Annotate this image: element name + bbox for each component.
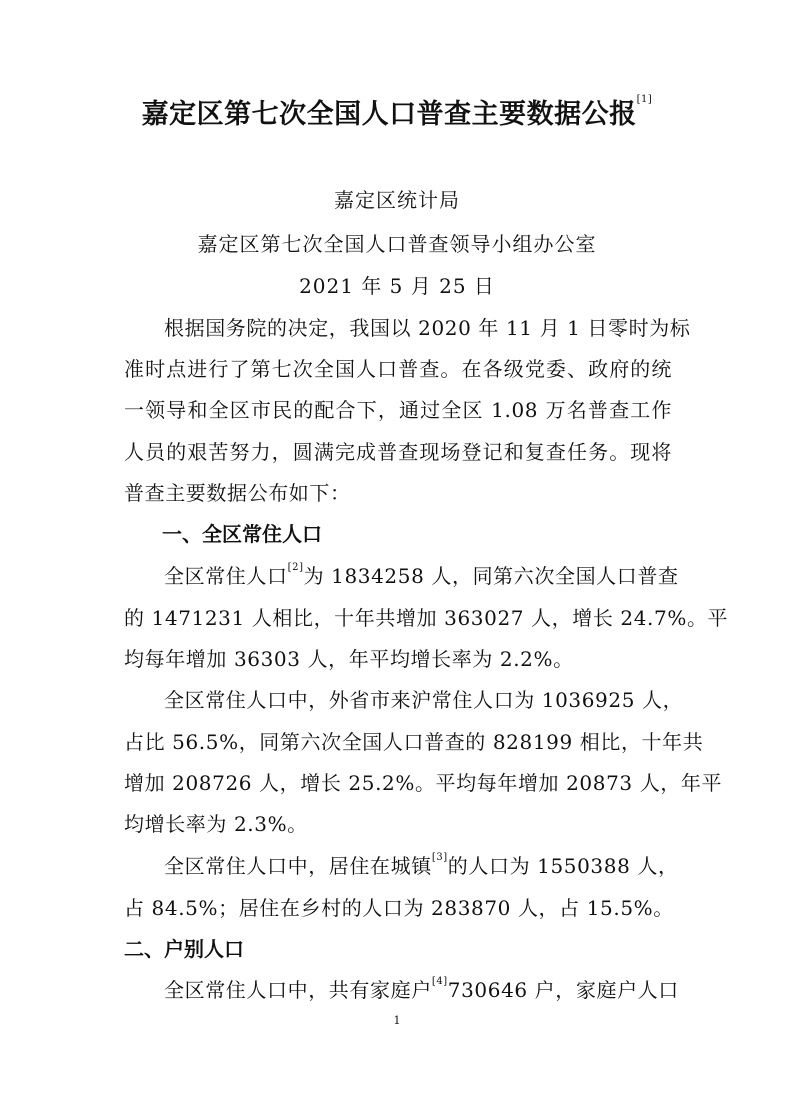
footnote-ref[interactable]: [4] bbox=[431, 976, 448, 987]
footnote-ref[interactable]: [3] bbox=[431, 852, 448, 863]
paragraph-line: 一领导和全区市民的配合下，通过全区 1.08 万名普查工作 bbox=[124, 398, 672, 422]
date-line: 2021 年 5 月 25 日 bbox=[299, 274, 495, 298]
paragraph-line: 准时点进行了第七次全国人口普查。在各级党委、政府的统 bbox=[124, 357, 672, 381]
paragraph-line: 增加 208726 人，增长 25.2%。平均每年增加 20873 人，年平 bbox=[124, 771, 723, 795]
document-title bbox=[0, 92, 794, 131]
issuer-line: 嘉定区统计局 bbox=[334, 188, 460, 212]
paragraph-line: 的 1471231 人相比，十年共增加 363027 人，增长 24.7%。平 bbox=[124, 606, 729, 630]
paragraph-line: 根据国务院的决定，我国以 2020 年 11 月 1 日零时为标 bbox=[164, 316, 691, 340]
text-span: 全区常住人口 bbox=[164, 564, 288, 588]
paragraph-line: 占比 56.5%，同第六次全国人口普查的 828199 相比，十年共 bbox=[124, 730, 704, 754]
footnote-ref[interactable]: [1] bbox=[636, 94, 653, 105]
text-span: 全区常住人口中，共有家庭户 bbox=[164, 978, 432, 1002]
paragraph-line: 均增长率为 2.3%。 bbox=[124, 812, 308, 836]
issuer-line: 嘉定区第七次全国人口普查领导小组办公室 bbox=[197, 232, 597, 256]
text-span: 730646 户，家庭户人口 bbox=[447, 978, 679, 1002]
title-text: 嘉定区第七次全国人口普查主要数据公报 bbox=[141, 99, 637, 130]
paragraph-line bbox=[164, 974, 679, 1003]
paragraph-line bbox=[164, 560, 679, 589]
footnote-ref[interactable]: [2] bbox=[287, 562, 304, 573]
text-span: 的人口为 1550388 人， bbox=[447, 854, 679, 878]
paragraph-line bbox=[164, 850, 679, 879]
paragraph-line: 全区常住人口中，外省市来沪常住人口为 1036925 人， bbox=[164, 688, 684, 712]
paragraph-line: 均每年增加 36303 人，年平均增长率为 2.2%。 bbox=[124, 647, 574, 671]
section-heading: 一、全区常住人口 bbox=[162, 522, 322, 546]
text-span: 全区常住人口中，居住在城镇 bbox=[164, 854, 432, 878]
paragraph-line: 普查主要数据公布如下： bbox=[124, 481, 351, 505]
paragraph-line: 人员的艰苦努力，圆满完成普查现场登记和复查任务。现将 bbox=[124, 440, 672, 464]
page-number: 1 bbox=[393, 1014, 401, 1027]
text-span: 为 1834258 人，同第六次全国人口普查 bbox=[303, 564, 679, 588]
paragraph-line: 占 84.5%；居住在乡村的人口为 283870 人，占 15.5%。 bbox=[124, 896, 674, 920]
section-heading: 二、户别人口 bbox=[124, 937, 244, 961]
